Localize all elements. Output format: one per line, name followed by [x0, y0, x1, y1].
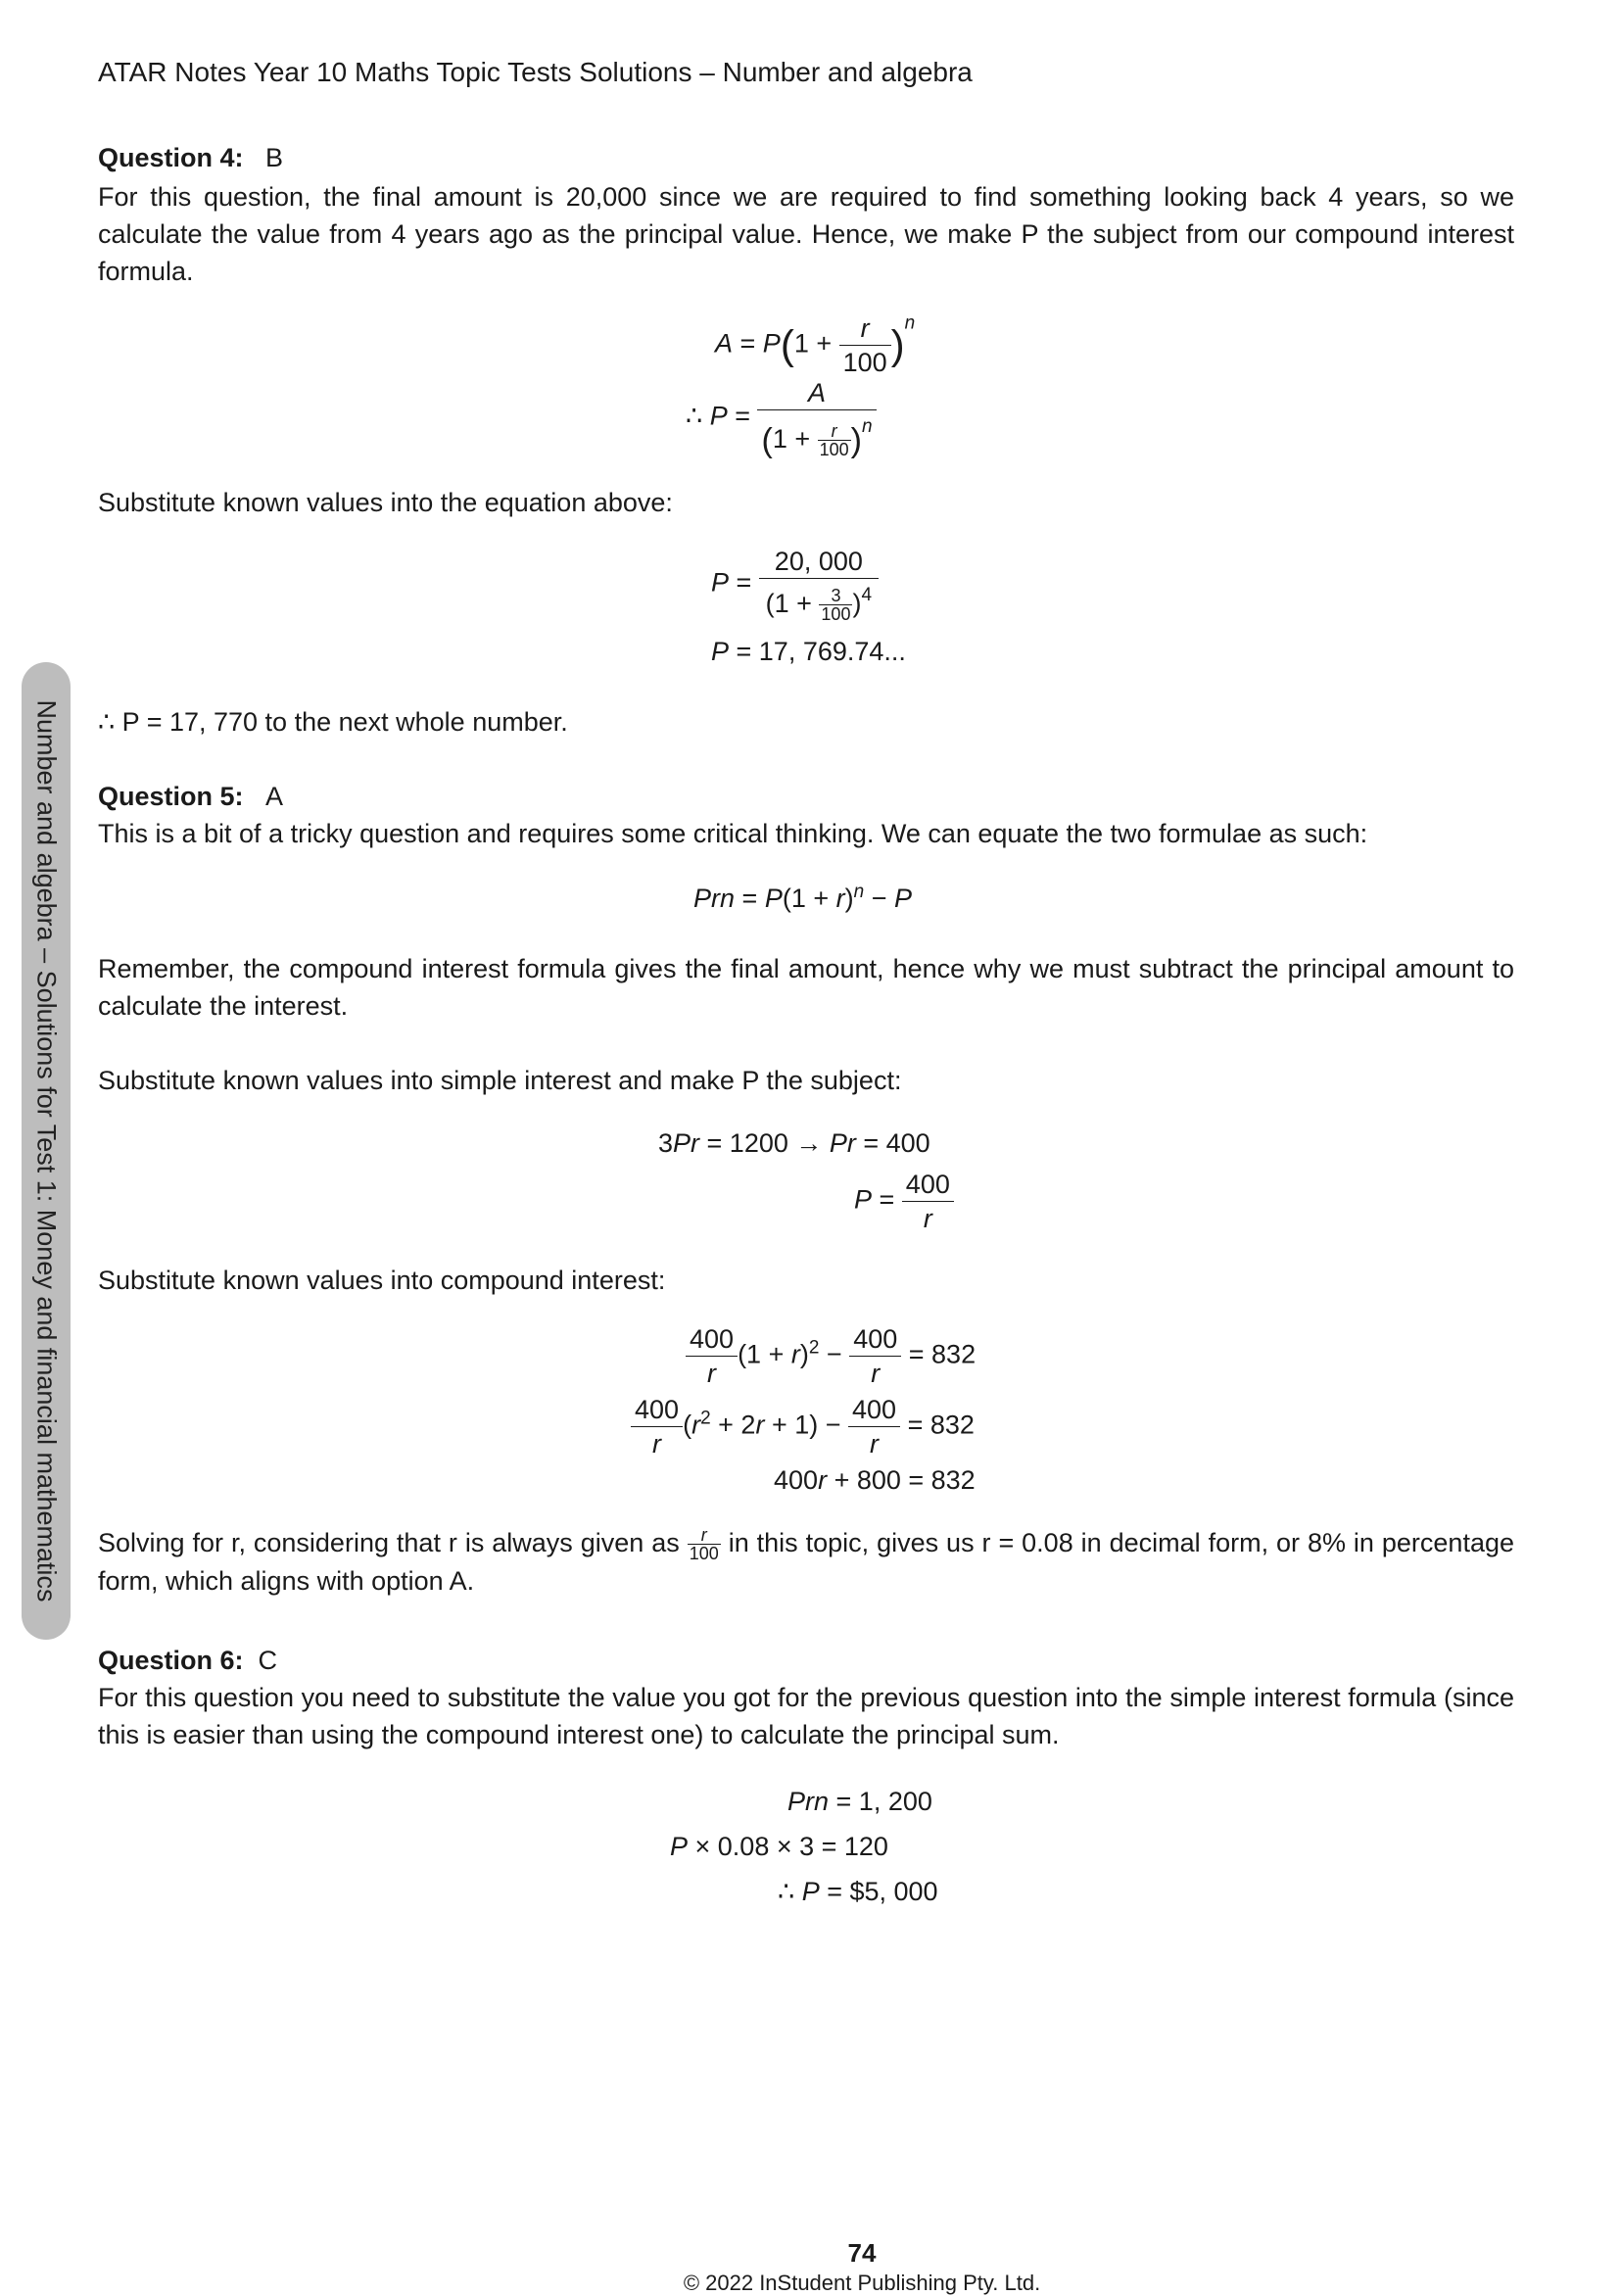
- question-5-heading: [98, 782, 283, 812]
- q5-paragraph-5: Solving for r, considering that r is always given as $\frac{r}{100}$ in this topic, gives us r = 0.08 in decimal form, or 8% in percentage form, which aligns with option A.: [98, 1525, 1514, 1597]
- equation-p-result: ∴ P = $5, 000: [778, 1877, 938, 1906]
- equation-simple-interest: 3Pr = 1200 → Pr = 400: [658, 1128, 930, 1158]
- side-tab-label: Number and algebra – Solutions for Test 1: Money and financial mathematics: [31, 699, 62, 1602]
- equation-compound-1: $\frac{400}{r}$ $(1 + r)^2$ − $\frac{400}{r}$ = 832: [686, 1322, 976, 1390]
- equation-compound-3: 400r + 800 = 832: [774, 1465, 976, 1495]
- question-answer: C: [258, 1646, 278, 1675]
- question-label: Question 6:: [98, 1646, 244, 1675]
- running-header: ATAR Notes Year 10 Maths Topic Tests Solutions – Number and algebra: [98, 57, 973, 87]
- q5-paragraph-4: Substitute known values into compound interest:: [98, 1266, 666, 1295]
- equation-result: P = 17, 769.74...: [711, 637, 906, 666]
- page-number: 74: [847, 2238, 877, 2268]
- equation-p-400-over-r: P = $\frac{400}{r}$: [854, 1168, 954, 1235]
- equation-prn: Prn = 1, 200: [787, 1787, 932, 1816]
- equation-p-subject: ∴ P = A (1 + $\frac{r}{100}$ )$^n$: [686, 376, 877, 458]
- copyright: © 2022 InStudent Publishing Pty. Ltd.: [683, 2271, 1041, 2295]
- question-answer: A: [265, 782, 284, 811]
- equation-equate-formulae: Prn = $P(1 + r)^n - P$: [693, 882, 912, 913]
- equation-substitution: P = 20, 000 (1 + $\frac{3}{100}$ )$^4$: [711, 545, 879, 623]
- equation-p-times: P × 0.08 × 3 = 120: [670, 1832, 888, 1861]
- question-6-heading: [98, 1646, 277, 1676]
- q5-paragraph-1: This is a bit of a tricky question and requires some critical thinking. We can equate the two formulae as such:: [98, 819, 1368, 848]
- equation-compound-2: $\frac{400}{r}$ $(r^2 + 2r + 1)$ − $\frac{400}{r}$ = 832: [631, 1393, 975, 1460]
- equation-compound-interest: A = P(1 + $\frac{r}{100}$ )$^n$: [715, 312, 916, 377]
- q5-paragraph-2: Remember, the compound interest formula gives the final amount, hence why we must subtract the principal amount to calculate the interest.: [98, 954, 1514, 1021]
- q4-paragraph-2: Substitute known values into the equation above:: [98, 488, 673, 517]
- q5-paragraph-3: Substitute known values into simple interest and make P the subject:: [98, 1066, 902, 1095]
- q6-paragraph-1: For this question you need to substitute the value you got for the previous question into the simple interest formula (since this is easier than using the compound interest one) to calculate the principal sum.: [98, 1683, 1514, 1749]
- question-label: Question 4:: [98, 143, 244, 172]
- question-label: Question 5:: [98, 782, 244, 811]
- question-answer: B: [265, 143, 284, 172]
- q4-conclusion: ∴ P = 17, 770 to the next whole number.: [98, 707, 568, 737]
- q4-paragraph-1: For this question, the final amount is 20,000 since we are required to find something looking back 4 years, so we calculate the value from 4 years ago as the principal value. Hence, we make P the subject from our compound interest formula.: [98, 182, 1514, 286]
- question-4-heading: [98, 143, 283, 173]
